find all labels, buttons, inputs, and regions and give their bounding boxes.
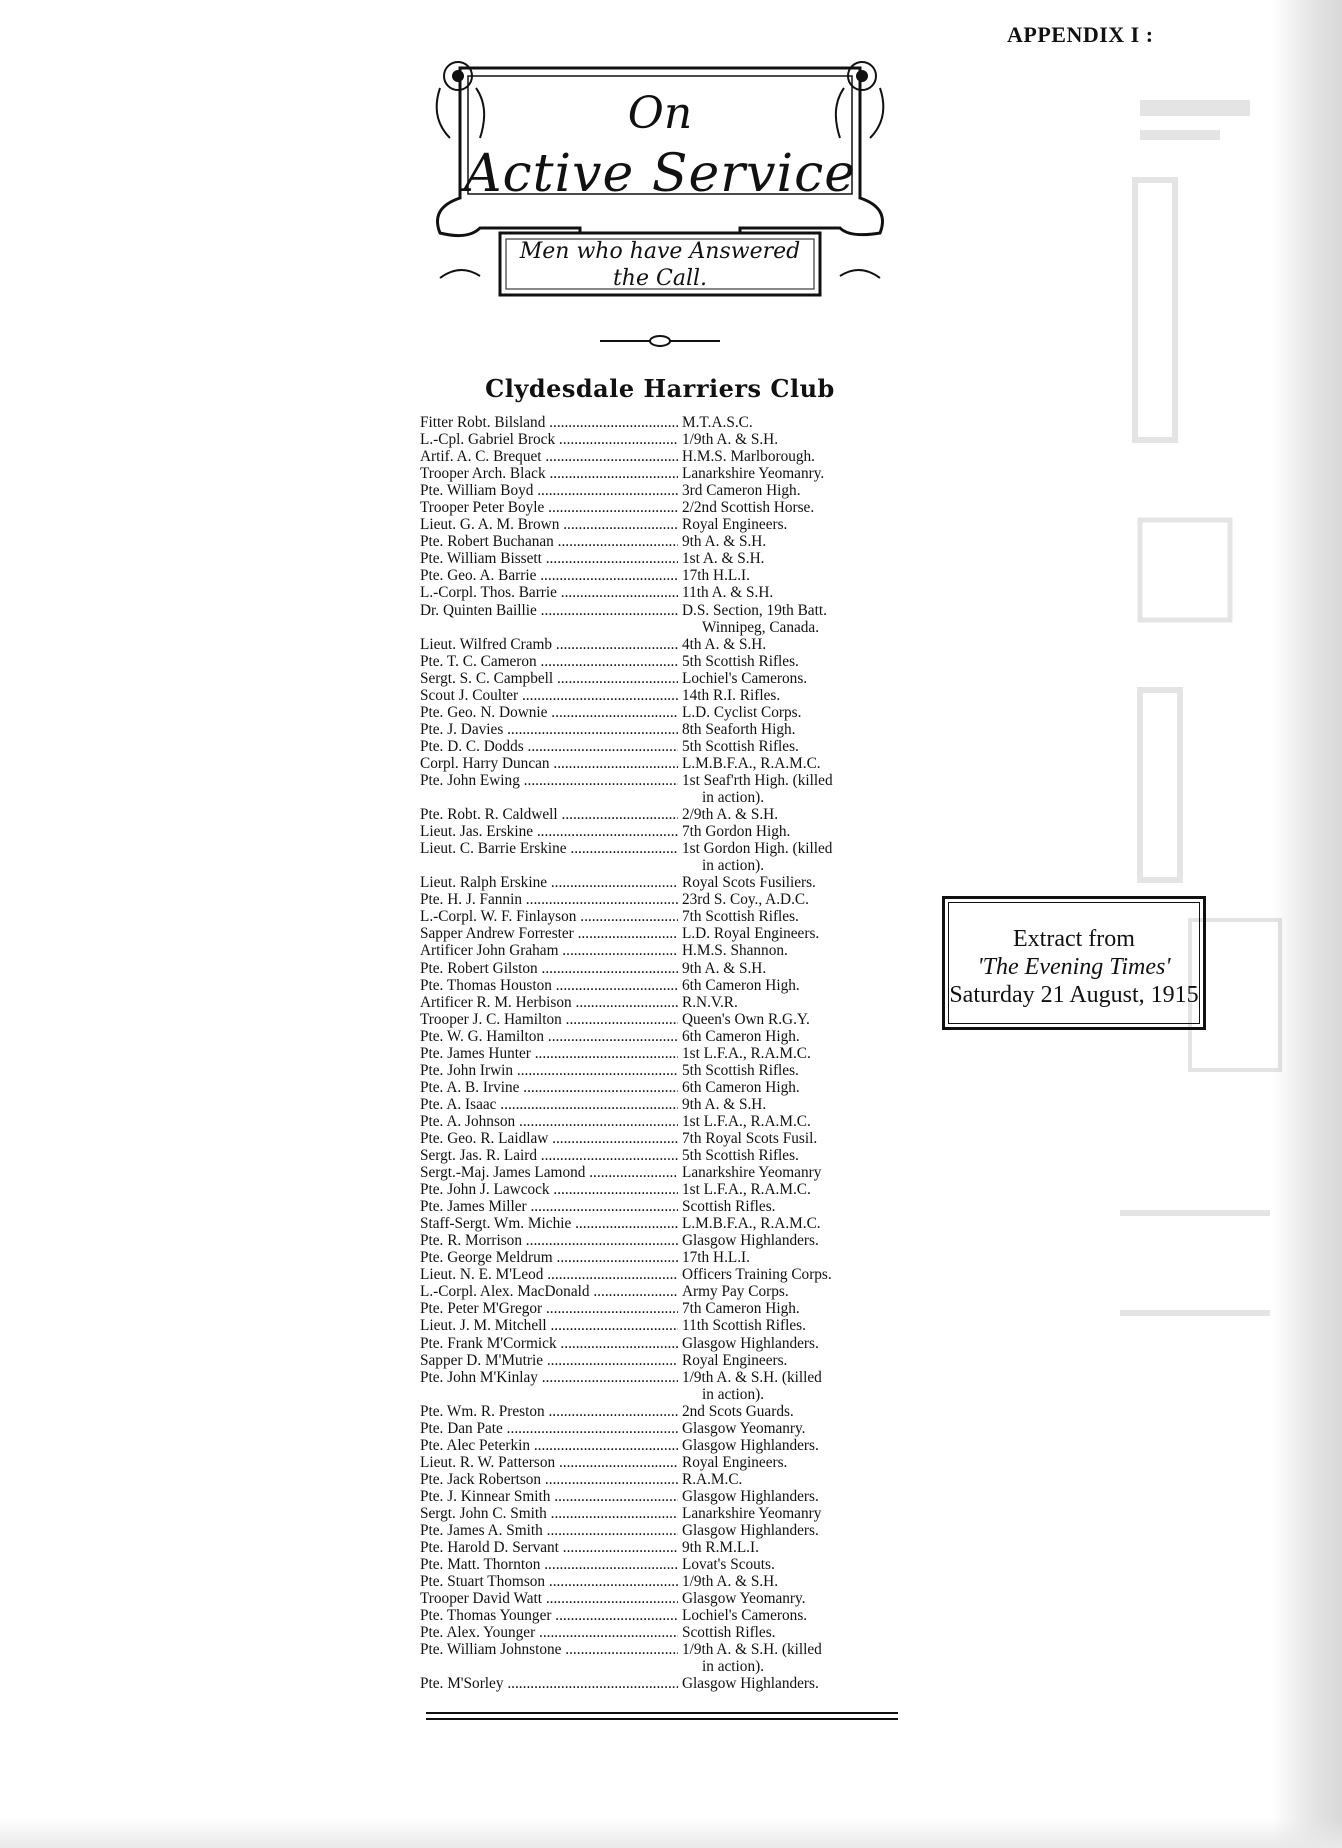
roster-row: [420, 1028, 905, 1045]
roster-unit: L.M.B.F.A., R.A.M.C.: [682, 754, 821, 772]
roster-unit: 3rd Cameron High.: [682, 482, 801, 500]
roster-unit: L.D. Cyclist Corps.: [682, 703, 802, 721]
roster-name: Pte. William Bissett .....: [420, 550, 678, 567]
roster-name: Pte. Geo. N. Downie .....: [420, 704, 678, 721]
roster-name: Trooper David Watt .....: [420, 1590, 678, 1607]
roster-name: Pte. Thomas Younger .....: [420, 1607, 678, 1624]
roster-unit: 7th Gordon High.: [682, 823, 791, 841]
roster-unit-continuation: in action).: [702, 857, 765, 875]
roster-row: [420, 1403, 905, 1420]
roster-unit-continuation: Winnipeg, Canada.: [702, 618, 820, 636]
roster-row: [420, 550, 905, 567]
roster-name: Sapper Andrew Forrester .....: [420, 925, 678, 942]
roster-name: Lieut. G. A. M. Brown .....: [420, 516, 678, 533]
roster-unit: 1st Seaf'rth High. (killed: [682, 771, 833, 789]
heading-subtitle-line-2: the Call.: [612, 266, 708, 291]
roster-unit: L.M.B.F.A., R.A.M.C.: [682, 1215, 821, 1233]
roster-name: Artif. A. C. Brequet .....: [420, 448, 678, 465]
roster-row: [420, 806, 905, 823]
roster-unit: Glasgow Highlanders.: [682, 1232, 819, 1250]
appendix-label: APPENDIX I :: [1007, 22, 1154, 47]
roster-row: [420, 1147, 905, 1164]
roster-row: [420, 1266, 905, 1283]
roster-row: [420, 1011, 905, 1028]
roster-name: L.-Cpl. Gabriel Brock .....: [420, 431, 678, 448]
roster-unit: 5th Scottish Rifles.: [682, 652, 799, 670]
roster-row: [420, 1164, 905, 1181]
roster-row: [420, 874, 905, 891]
roster-name: Pte. Geo. R. Laidlaw .....: [420, 1130, 678, 1147]
roster-name: Sergt. John C. Smith .....: [420, 1505, 678, 1522]
roster-name: Pte. Frank M'Cormick .....: [420, 1335, 678, 1352]
roster-row: [420, 636, 905, 653]
roster-name: Pte. Alex. Younger .....: [420, 1624, 678, 1641]
roster-unit: Royal Engineers.: [682, 1453, 788, 1471]
roster-unit: Lochiel's Camerons.: [682, 1607, 808, 1625]
roster-row: [420, 1539, 905, 1556]
roster-row: [420, 1335, 905, 1352]
roster-unit: Royal Scots Fusiliers.: [682, 874, 816, 892]
roster-name: Trooper Peter Boyle .....: [420, 499, 678, 516]
roster-row: [420, 840, 905, 857]
roster-row: [420, 602, 905, 619]
roster-unit: 6th Cameron High.: [682, 1078, 800, 1096]
roster-unit: 23rd S. Coy., A.D.C.: [682, 891, 809, 909]
roster-name: Pte. Jack Robertson .....: [420, 1471, 678, 1488]
roster-name: Pte. Alec Peterkin .....: [420, 1437, 678, 1454]
roster-row: [420, 1488, 905, 1505]
extract-line: Extract from: [1013, 926, 1135, 952]
roster-name: Pte. M'Sorley .....: [420, 1675, 678, 1692]
roster-unit: 9th A. & S.H.: [682, 1095, 767, 1113]
roster-name: Sergt.-Maj. James Lamond .....: [420, 1164, 678, 1181]
roster-row: [420, 1198, 905, 1215]
roster-row: [420, 1471, 905, 1488]
roster-name: Pte. A. Johnson .....: [420, 1113, 678, 1130]
roster-name: Pte. William Johnstone .....: [420, 1641, 678, 1658]
roster-name: Sergt. Jas. R. Laird .....: [420, 1147, 678, 1164]
roster-row: [420, 1675, 905, 1692]
roster-name: Pte. A. Isaac .....: [420, 1096, 678, 1113]
roster-unit: Glasgow Yeomanry.: [682, 1419, 806, 1437]
roster-unit: Lovat's Scouts.: [682, 1556, 775, 1574]
roster-unit: 11th A. & S.H.: [682, 584, 774, 602]
roster-row: [420, 960, 905, 977]
roster-row: [420, 1624, 905, 1641]
roster-unit: 1/9th A. & S.H. (killed: [682, 1368, 822, 1386]
roster-name: Pte. Stuart Thomson .....: [420, 1573, 678, 1590]
roster-row: [420, 721, 905, 738]
roster-name: Fitter Robt. Bilsland .....: [420, 414, 678, 431]
roster-name: Pte. Matt. Thornton .....: [420, 1556, 678, 1573]
ornamental-divider: [600, 334, 720, 348]
roster-name: Artificer John Graham .....: [420, 942, 678, 959]
roster-name: Pte. Geo. A. Barrie .....: [420, 567, 678, 584]
roster-row: [420, 1522, 905, 1539]
roster-unit-continuation: in action).: [702, 789, 765, 807]
roster-unit: R.A.M.C.: [682, 1470, 743, 1488]
roster-row: [420, 465, 905, 482]
roster-name: Trooper J. C. Hamilton .....: [420, 1011, 678, 1028]
roster-name: Pte. J. Davies .....: [420, 721, 678, 738]
roster-name: Dr. Quinten Baillie .....: [420, 602, 678, 619]
roster-unit: 7th Scottish Rifles.: [682, 908, 799, 926]
roster-name: Pte. J. Kinnear Smith .....: [420, 1488, 678, 1505]
heading-line-1: On: [627, 88, 693, 139]
roster-row: [420, 584, 905, 601]
roster-row: [420, 1607, 905, 1624]
roster-name: Lieut. Wilfred Cramb .....: [420, 636, 678, 653]
roster-name: Staff-Sergt. Wm. Michie .....: [420, 1215, 678, 1232]
roster-unit: 1st A. & S.H.: [682, 550, 765, 568]
roster-unit: Glasgow Highlanders.: [682, 1436, 819, 1454]
roster-name: Lieut. C. Barrie Erskine .....: [420, 840, 678, 857]
roster-name: Pte. D. C. Dodds .....: [420, 738, 678, 755]
roster-unit: Glasgow Highlanders.: [682, 1522, 819, 1540]
roster-row: [420, 516, 905, 533]
article-heading: [420, 48, 900, 318]
roster-unit: 5th Scottish Rifles.: [682, 737, 799, 755]
roster-unit: 5th Scottish Rifles.: [682, 1147, 799, 1165]
roster-unit: Royal Engineers.: [682, 516, 788, 534]
roster-name: Lieut. Jas. Erskine .....: [420, 823, 678, 840]
roster-row: [420, 755, 905, 772]
roster-name: Pte. Dan Pate .....: [420, 1420, 678, 1437]
roster-row: [420, 1556, 905, 1573]
roster-unit: 8th Seaforth High.: [682, 720, 796, 738]
roster-name: Pte. R. Morrison .....: [420, 1232, 678, 1249]
roster-row: [420, 1283, 905, 1300]
roster-row: [420, 1181, 905, 1198]
extract-date: Saturday 21 August, 1915: [949, 982, 1199, 1008]
roster-unit: 1st L.F.A., R.A.M.C.: [682, 1181, 811, 1199]
roster-unit: Queen's Own R.G.Y.: [682, 1010, 810, 1028]
roster-row: [420, 994, 905, 1011]
roster-name: Pte. Peter M'Gregor .....: [420, 1300, 678, 1317]
roster-name: L.-Corpl. Thos. Barrie .....: [420, 584, 678, 601]
roster-unit: 1/9th A. & S.H.: [682, 1573, 779, 1591]
roster-unit: H.M.S. Marlborough.: [682, 448, 815, 466]
roster-row: [420, 482, 905, 499]
roster-unit: 2/9th A. & S.H.: [682, 806, 779, 824]
roster-name: Pte. Robert Buchanan .....: [420, 533, 678, 550]
roster-row: [420, 533, 905, 550]
roster-unit: Glasgow Highlanders.: [682, 1675, 819, 1693]
roster-row: [420, 1045, 905, 1062]
roster-name: Pte. James Hunter .....: [420, 1045, 678, 1062]
roster-name: Lieut. Ralph Erskine .....: [420, 874, 678, 891]
roster-row: [420, 891, 905, 908]
roster-name: Lieut. N. E. M'Leod .....: [420, 1266, 678, 1283]
roster-unit: 7th Royal Scots Fusil.: [682, 1129, 818, 1147]
roster-unit: 6th Cameron High.: [682, 1027, 800, 1045]
roster-unit: 11th Scottish Rifles.: [682, 1317, 806, 1335]
roster-row: [420, 738, 905, 755]
roster-row: [420, 448, 905, 465]
roster-row: [420, 670, 905, 687]
extract-publication: 'The Evening Times': [977, 954, 1171, 980]
roster-row: [420, 1300, 905, 1317]
roster-row: [420, 1573, 905, 1590]
roster-unit: R.N.V.R.: [682, 993, 738, 1011]
roster-unit: 1st L.F.A., R.A.M.C.: [682, 1044, 811, 1062]
roster-row: [420, 1096, 905, 1113]
roster-name: Pte. James A. Smith .....: [420, 1522, 678, 1539]
roster-name: Lieut. J. M. Mitchell .....: [420, 1317, 678, 1334]
roster-name: Pte. John Irwin .....: [420, 1062, 678, 1079]
roster-unit: D.S. Section, 19th Batt.: [682, 601, 827, 619]
roster-row: [420, 687, 905, 704]
roster-name: Lieut. R. W. Patterson .....: [420, 1454, 678, 1471]
roster-row: [420, 653, 905, 670]
roster-unit: 17th H.L.I.: [682, 567, 750, 585]
roster-row: [420, 1590, 905, 1607]
roster-unit: Glasgow Highlanders.: [682, 1487, 819, 1505]
roster-name: Pte. John M'Kinlay .....: [420, 1369, 678, 1386]
roster-unit: Scottish Rifles.: [682, 1624, 776, 1642]
roster-row: [420, 942, 905, 959]
extract-caption: [948, 902, 1200, 1024]
roster-unit: 4th A. & S.H.: [682, 635, 767, 653]
roster-unit: Glasgow Highlanders.: [682, 1334, 819, 1352]
roster-name: Pte. Robt. R. Caldwell .....: [420, 806, 678, 823]
roster-unit: Royal Engineers.: [682, 1351, 788, 1369]
roster-row: [420, 1505, 905, 1522]
roster-row: [420, 1113, 905, 1130]
roster-unit: Scottish Rifles.: [682, 1198, 776, 1216]
roster-row: [420, 1317, 905, 1334]
roster-name: Scout J. Coulter .....: [420, 687, 678, 704]
roster-row: [420, 1420, 905, 1437]
roster-unit: 9th R.M.L.I.: [682, 1539, 759, 1557]
roster-unit: 2/2nd Scottish Horse.: [682, 499, 815, 517]
roster-unit: Lanarkshire Yeomanry.: [682, 465, 825, 483]
roster-unit: 17th H.L.I.: [682, 1249, 750, 1267]
roster-row: [420, 499, 905, 516]
roster-unit: M.T.A.S.C.: [682, 414, 753, 431]
roster-unit: 1st Gordon High. (killed: [682, 840, 833, 858]
roster-name: Sapper D. M'Mutrie .....: [420, 1352, 678, 1369]
roster-row: [420, 414, 905, 431]
roster-row: [420, 1215, 905, 1232]
roster-unit: L.D. Royal Engineers.: [682, 925, 820, 943]
roster-row: [420, 977, 905, 994]
roster-name: Pte. H. J. Fannin .....: [420, 891, 678, 908]
roster-unit: 9th A. & S.H.: [682, 533, 767, 551]
roster-name: Corpl. Harry Duncan .....: [420, 755, 678, 772]
roster-name: Pte. Harold D. Servant .....: [420, 1539, 678, 1556]
roster-row: [420, 908, 905, 925]
roster-row: [420, 1641, 905, 1658]
roster-row: [420, 1249, 905, 1266]
roster-name: L.-Corpl. Alex. MacDonald .....: [420, 1283, 678, 1300]
roster-name: Pte. Robert Gilston .....: [420, 960, 678, 977]
roster-row: [420, 567, 905, 584]
roster-unit: 14th R.I. Rifles.: [682, 686, 781, 704]
roster-unit: Lanarkshire Yeomanry: [682, 1164, 822, 1182]
roster-name: Sergt. S. C. Campbell .....: [420, 670, 678, 687]
club-title: Clydesdale Harriers Club: [485, 374, 835, 403]
roster-row: [420, 1454, 905, 1471]
roster-row: [420, 1352, 905, 1369]
heading-subtitle: [500, 238, 820, 292]
roster-name: Pte. John Ewing .....: [420, 772, 678, 789]
page-bottom-shadow: [0, 1818, 1342, 1848]
roster-unit: Lochiel's Camerons.: [682, 669, 808, 687]
roster-unit: Glasgow Yeomanry.: [682, 1590, 806, 1608]
roster-row: [420, 772, 905, 789]
roster-name: Pte. James Miller .....: [420, 1198, 678, 1215]
roster-row: [420, 1369, 905, 1386]
roster-name: Pte. William Boyd .....: [420, 482, 678, 499]
roster-unit: 1/9th A. & S.H. (killed: [682, 1641, 822, 1659]
extract-caption-box: [942, 896, 1206, 1030]
roster-unit: Officers Training Corps.: [682, 1266, 832, 1284]
roster-row: [420, 1437, 905, 1454]
roster-name: Pte. W. G. Hamilton .....: [420, 1028, 678, 1045]
roster-name: L.-Corpl. W. F. Finlayson .....: [420, 908, 678, 925]
roster-row: [420, 1062, 905, 1079]
heading-subtitle-line-1: Men who have Answered: [519, 239, 801, 264]
roster-unit: Army Pay Corps.: [682, 1283, 789, 1301]
roster-unit: 6th Cameron High.: [682, 976, 800, 994]
roster-row: [420, 1079, 905, 1096]
roster-unit: 1/9th A. & S.H.: [682, 431, 779, 449]
roster-unit-continuation: in action).: [702, 1385, 765, 1403]
roster-row: [420, 704, 905, 721]
roster-row: [420, 925, 905, 942]
roster-name: Pte. A. B. Irvine .....: [420, 1079, 678, 1096]
roster-name: Pte. Wm. R. Preston .....: [420, 1403, 678, 1420]
roster-name: Artificer R. M. Herbison .....: [420, 994, 678, 1011]
roster-row: [420, 1232, 905, 1249]
roster-unit-continuation: in action).: [702, 1658, 765, 1676]
roster-unit: 1st L.F.A., R.A.M.C.: [682, 1112, 811, 1130]
bottom-rule: [426, 1712, 898, 1720]
roster-name: Pte. T. C. Cameron .....: [420, 653, 678, 670]
roster-row: [420, 823, 905, 840]
roster-unit: Lanarkshire Yeomanry: [682, 1505, 822, 1522]
roster-row: [420, 431, 905, 448]
heading-line-2: Active Service: [463, 144, 857, 204]
roster-unit: H.M.S. Shannon.: [682, 942, 788, 960]
roster-unit: 9th A. & S.H.: [682, 959, 767, 977]
roster-unit: 5th Scottish Rifles.: [682, 1061, 799, 1079]
roster-name: Pte. George Meldrum .....: [420, 1249, 678, 1266]
roster-row: [420, 1130, 905, 1147]
bleed-through-marks: [1120, 60, 1290, 1410]
roster-unit: 7th Cameron High.: [682, 1300, 800, 1318]
roster-name: Pte. John J. Lawcock .....: [420, 1181, 678, 1198]
roster-list: [420, 414, 905, 1693]
roster-name: Pte. Thomas Houston .....: [420, 977, 678, 994]
roster-name: Trooper Arch. Black .....: [420, 465, 678, 482]
roster-unit: 2nd Scots Guards.: [682, 1402, 794, 1420]
